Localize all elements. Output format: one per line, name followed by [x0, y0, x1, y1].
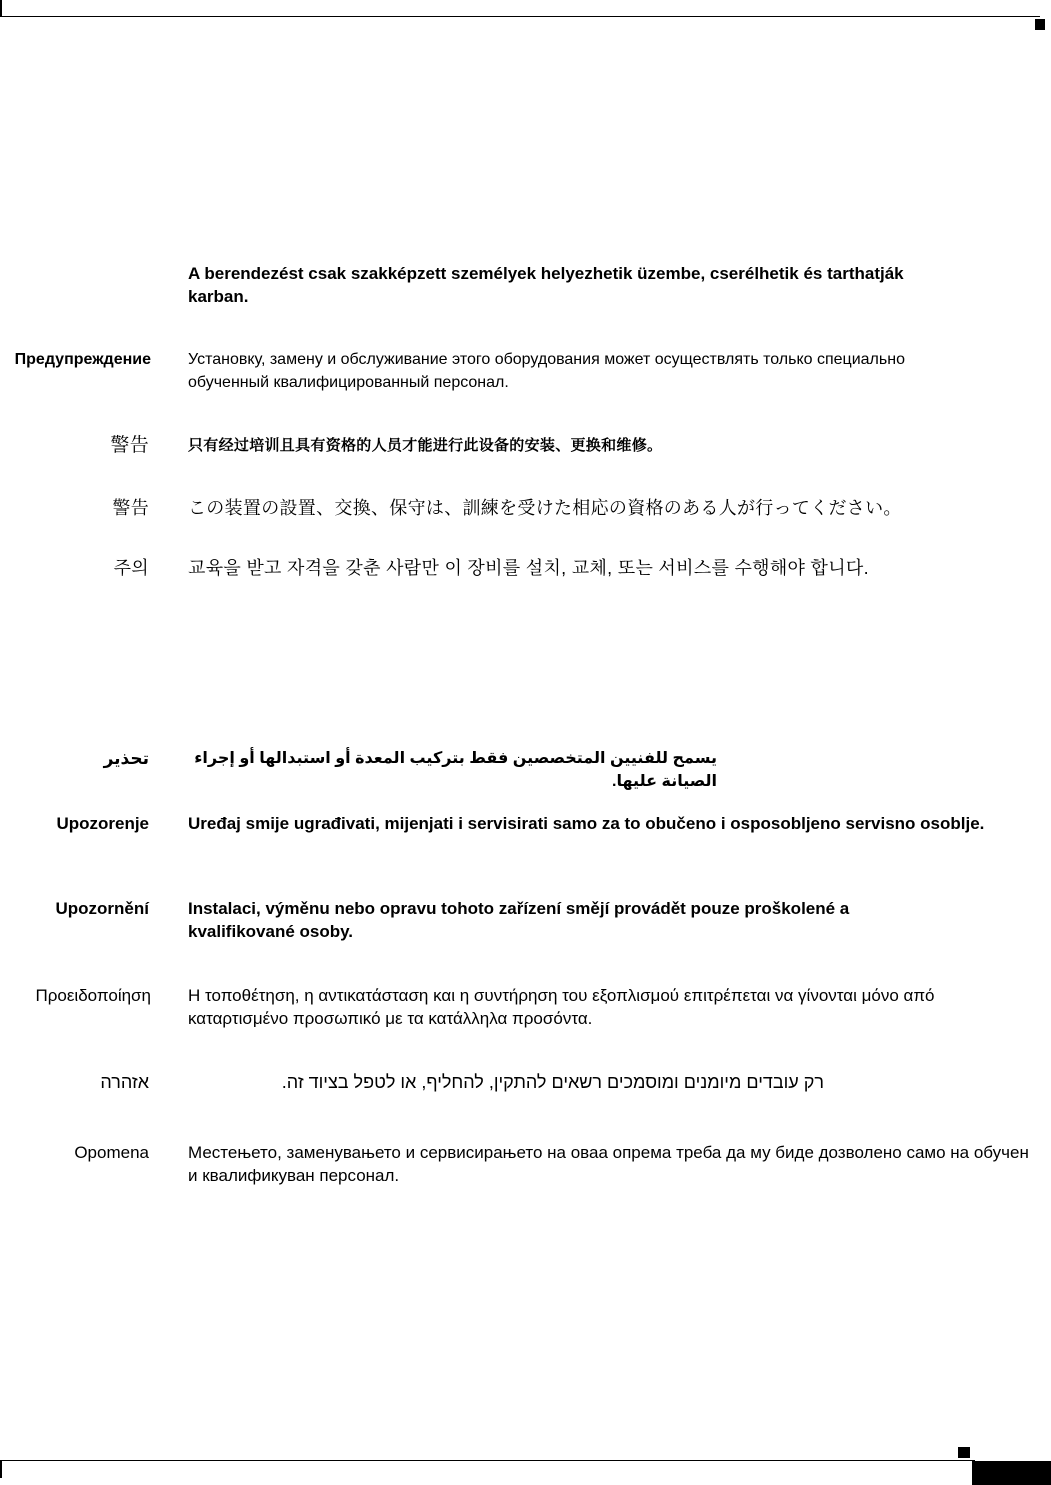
warning-label-croatian: Upozorenje	[56, 814, 149, 833]
warning-label-greek: Προειδοποίηση	[35, 986, 151, 1005]
footer-rule-tick	[0, 1460, 2, 1478]
footer-marker	[958, 1447, 970, 1458]
warning-label-japanese: 警告	[112, 498, 149, 518]
warning-text-czech: Instalaci, výměnu nebo opravu tohoto zařízení smějí provádět pouze proškolené a kvalifikované osoby.	[188, 899, 850, 941]
footer-page-tab	[972, 1461, 1051, 1485]
header-rule-tick	[0, 0, 2, 17]
header-rule	[0, 16, 1040, 17]
header-marker	[1035, 19, 1045, 30]
warning-text-hebrew: רק עובדים מיומנים ומוסמכים רשאים להתקין, להחליף, או לטפל בציוד זה.	[281, 1072, 824, 1092]
warning-text-arabic: يسمح للفنيين المتخصصين فقط بتركيب المعدة أو استبدالها أو إجراء الصيانة عليها.	[194, 750, 717, 790]
warning-text-croatian: Uređaj smije ugrađivati, mijenjati i servisirati samo za to obučeno i osposobljeno servisno osoblje.	[188, 814, 985, 833]
warning-text-chinese: 只有经过培训且具有资格的人员才能进行此设备的安装、更换和维修。	[188, 437, 663, 454]
warning-text-macedonian: Местењето, заменувањето и сервисирањето на оваа опрема треба да му биде дозволено само на обучен и квалификуван персонал.	[188, 1143, 1029, 1185]
warning-label-russian: Предупреждение	[14, 351, 151, 368]
warning-label-macedonian: Opomena	[74, 1143, 149, 1162]
warning-label-hebrew: אזהרה	[100, 1072, 149, 1092]
warning-label-chinese: 警告	[110, 435, 149, 456]
warning-text-greek: Η τοποθέτηση, η αντικατάσταση και η συντήρηση του εξοπλισμού επιτρέπεται να γίνονται μόνο από καταρτισμένο προσωπικό με τα κατάλληλα προσόντα.	[188, 986, 935, 1028]
warning-text-russian: Установку, замену и обслуживание этого оборудования может осуществлять только специально обученный квалифицированный персонал.	[188, 351, 905, 391]
warning-label-korean: 주의	[113, 558, 149, 578]
warning-label-czech: Upozornění	[55, 899, 149, 918]
footer-rule	[0, 1460, 975, 1461]
warning-text-hungarian: A berendezést csak szakképzett személyek helyezhetik üzembe, cserélhetik és tarthatják karban.	[188, 264, 904, 306]
warning-text-korean: 교육을 받고 자격을 갖춘 사람만 이 장비를 설치, 교체, 또는 서비스를 수행해야 합니다.	[188, 558, 869, 578]
warning-label-arabic: تحذير	[103, 749, 149, 768]
warning-text-japanese: この装置の設置、交換、保守は、訓練を受けた相応の資格のある人が行ってください。	[188, 498, 902, 518]
